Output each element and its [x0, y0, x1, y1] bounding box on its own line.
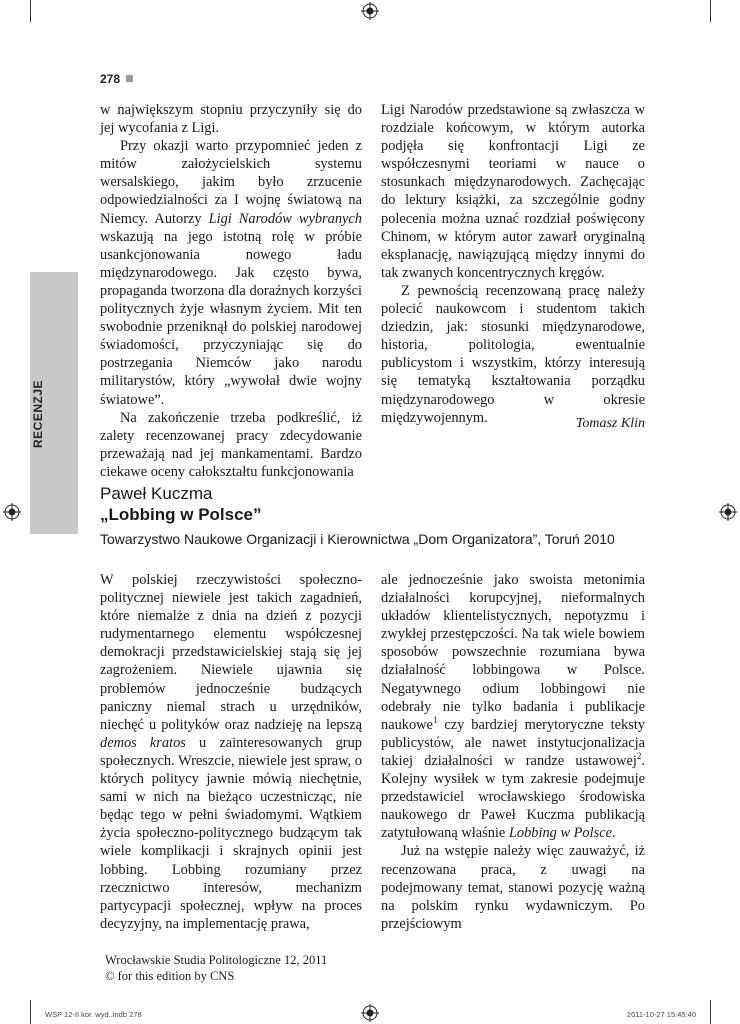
page-footer [105, 952, 327, 984]
review-signature: Tomasz Klin [575, 416, 645, 431]
article-publication: Towarzystwo Naukowe Organizacji i Kierownictwa „Dom Organizatora”, Toruń 2010 [100, 531, 615, 547]
paragraph: ale jednocześnie jako swoista metonimia działalności korupcyjnej, nieformalnych układów klientelistycznych, nepotyzmu i zwykłej przestępczości. Na tak wiele bowiem sposobów powszechnie rozumiana bywa działalność lobbingowa w Polsce. Negatywnego odium lobbingowi nie odebrały nie tylko badania i publikacje naukowe$^1$ czy bardziej merytoryczne teksty publicystów, ale nawet instytucjonalizacja takiej działalności w randze ustawowej$^2$. Kolejny wysiłek w tym zakresie podejmuje przedstawiciel wrocławskiego środowiska naukowego dr Paweł Kuczma publikacją zatytułowaną właśnie Lobbing w Polsce. [381, 572, 645, 842]
registration-mark-icon [719, 503, 737, 521]
paragraph: Już na wstępie należy więc zauważyć, iż recenzowana praca, z uwagi na podejmowany temat, stanowi pozycję ważną na polskim rynku wydawniczym. Po przejściowym [381, 843, 645, 932]
article-title: „Lobbing w Polsce” [100, 505, 262, 524]
journal-citation: Wrocławskie Studia Politologiczne 12, 2011 [105, 953, 328, 967]
registration-mark-icon [361, 2, 379, 20]
registration-mark-icon [3, 503, 21, 521]
review-column-left [100, 101, 362, 481]
paragraph: Przy okazji warto przypomnieć jeden z mitów założycielskich systemu wersalskiego, jakim było zrzucenie odpowiedzialności za I wojnę światową na Niemcy. Autorzy Ligi Narodów wybranych wskazują na jego istotną rolę w próbie usankcjonowania nowego ładu międzynarodowego. Jak często bywa, propaganda tworzona dla doraźnych korzyści politycznych żyje własnym życiem. Mit ten swobodnie przeniknął do polskiej narodowej świadomości, przyczyniając się do postrzegania Niemców jako narodu militarystów, który „wywołał dwie wojny światowe”. [100, 138, 362, 408]
footnote-ref[interactable]: 1 [432, 714, 438, 725]
paragraph: W polskiej rzeczywistości społeczno-politycznej niewiele jest takich zagadnień, które niemalże z dnia na dzień z pozycji rudymentarnego elementu współczesnej demokracji przedstawicielskiej stają się jej zagrożeniem. Niewiele ujawnia się problemów jednocześnie budzących paniczny niemal strach u urzędników, niechęć u polityków oraz nadzieję na lepszą demos kratos u zainteresowanych grup społecznych. Wreszcie, niewiele jest spraw, o których politycy jawnie mówią niechętnie, sami w nich na bieżąco uczestnicząc, nie będąc tego w pełni świadomymi. Wątkiem życia społeczno-politycznego budzącym tak wiele komplikacji i skrajnych opinii jest lobbing. Lobbing rozumiany przez rzecznictwo interesów, mechanizm partycypacji społecznej, wpływ na proces decyzyjny, na implementację prawa, [100, 572, 362, 932]
printer-slug-timestamp: 2011-10-27 15:45:40 [626, 1010, 696, 1019]
paragraph: Z pewnością recenzowaną pracę należy polecić naukowcom i studentom takich dziedzin, jak: stosunki międzynarodowe, historia, politologia, ewentualnie publicystom i wszystkim, którzy interesują się tematyką kształtowania porządku międzynarodowego w okresie międzywojennym. [381, 282, 645, 426]
paragraph: Ligi Narodów przedstawione są zwłaszcza w rozdziale końcowym, w którym autorka podjęła się konfrontacji Ligi ze współczesnymi teoriami w nauce o stosunkach międzynarodowych. Zachęcając do lektury książki, za szczególnie godny polecenia można uznać rozdział poświęcony Chinom, w którym autor zawarł oryginalną eksplanację, nawiązującą między innymi do tak zwanych koncentrycznych kręgów. [381, 102, 645, 281]
review-column-right [381, 101, 645, 427]
crop-mark [710, 0, 711, 22]
printer-slug-file: WSP 12-II kor. wyd..indb 278 [45, 1010, 142, 1019]
paragraph: w największym stopniu przyczyniły się do jej wycofania z Ligi. [100, 102, 362, 137]
crop-mark [30, 0, 31, 22]
crop-mark [30, 1000, 31, 1024]
crop-mark [710, 1000, 711, 1024]
article-author: Paweł Kuczma [100, 484, 213, 503]
registration-mark-icon [361, 1004, 379, 1022]
copyright-notice: © for this edition by CNS [105, 969, 235, 983]
footnote-ref[interactable]: 2 [636, 751, 642, 762]
page-number: 278 [100, 72, 133, 86]
article-column-left [100, 571, 362, 933]
paragraph: Na zakończenie trzeba podkreślić, iż zalety recenzowanej pracy zdecydowanie przeważają nad jej mankamentami. Bardzo ciekawe oceny całokształtu funkcjonowania [100, 409, 362, 480]
article-column-right [381, 571, 645, 933]
page-number-marker [126, 75, 133, 82]
